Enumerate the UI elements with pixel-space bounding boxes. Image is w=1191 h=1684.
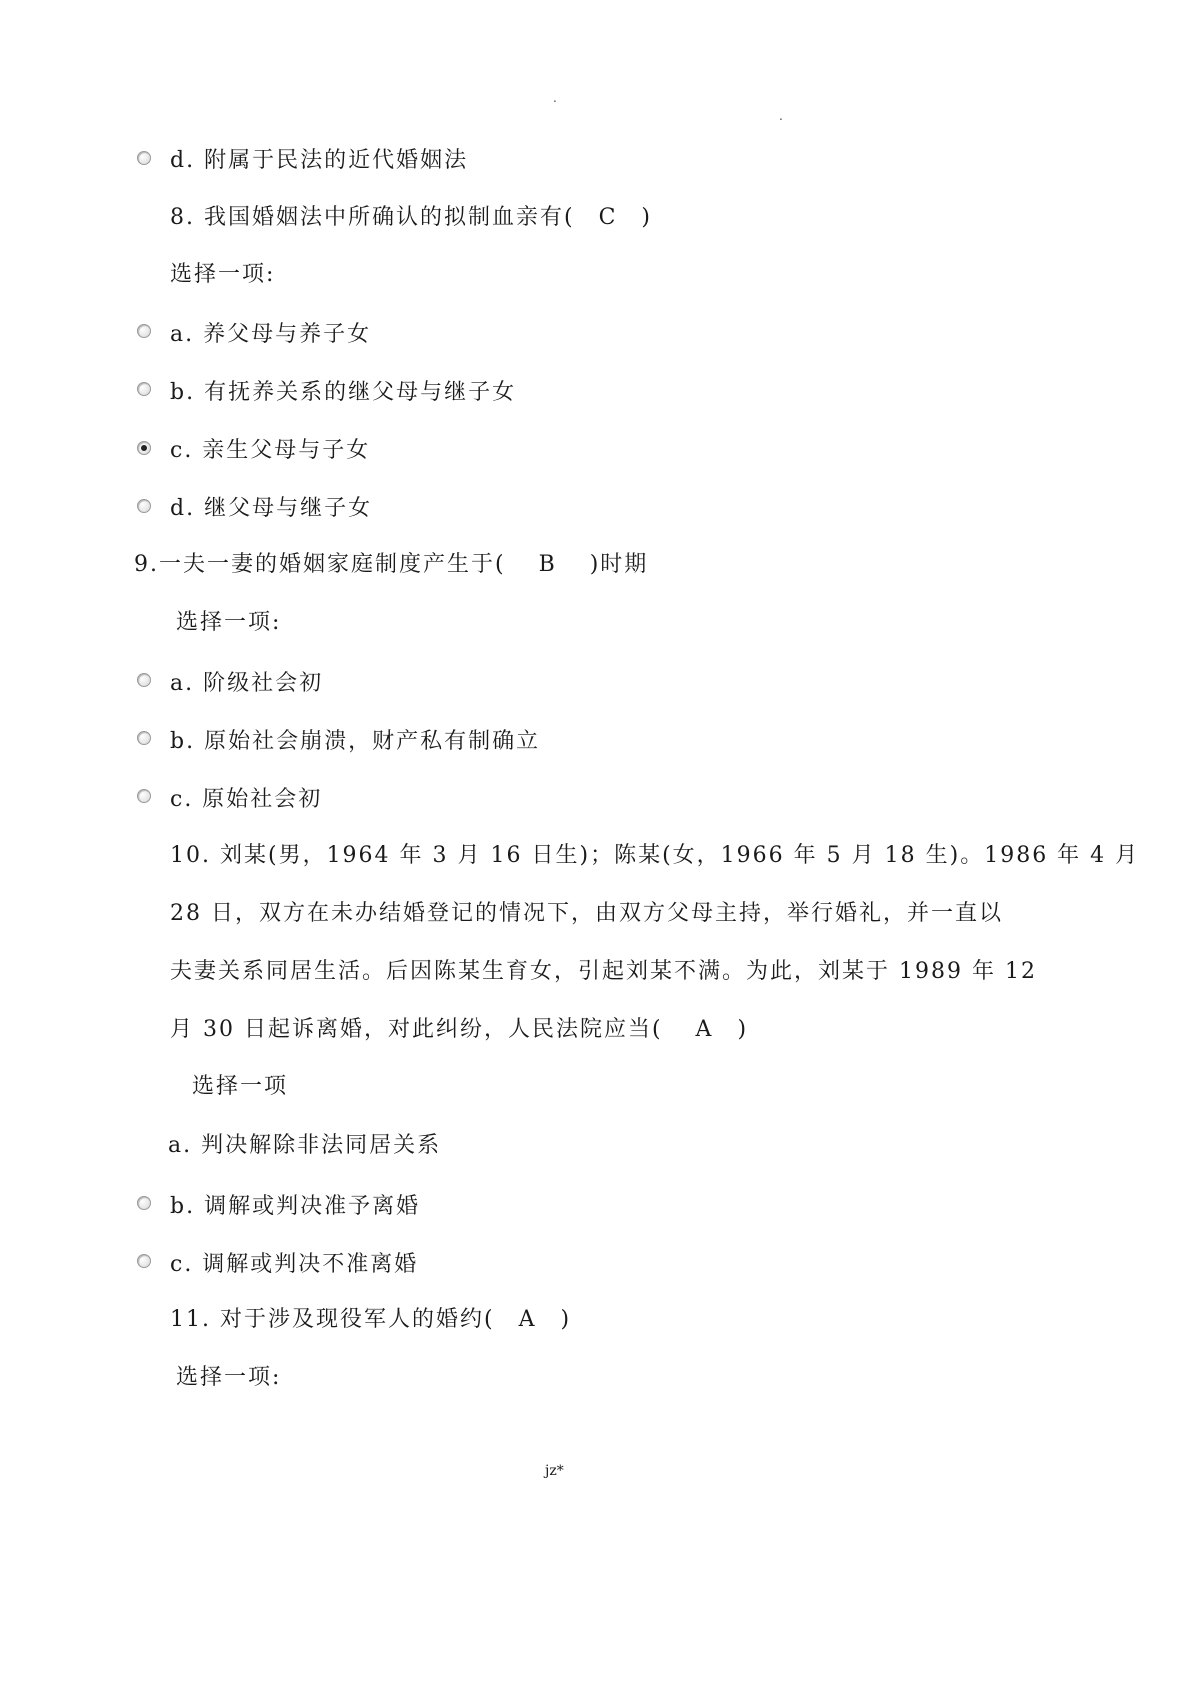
option-q8-a: a. 养父母与养子女 xyxy=(170,322,372,347)
question-10-line-4: 月 30 日起诉离婚，对此纠纷，人民法院应当( A ) xyxy=(170,1017,749,1042)
option-q8-b: b. 有抚养关系的继父母与继子女 xyxy=(170,380,517,405)
header-dot-right: . xyxy=(779,109,783,123)
radio-q9-option-a[interactable] xyxy=(137,673,151,687)
option-q9-b: b. 原始社会崩溃，财产私有制确立 xyxy=(170,729,541,754)
radio-q9-option-c[interactable] xyxy=(137,789,151,803)
header-dot-left: . xyxy=(553,91,557,105)
option-q9-a: a. 阶级社会初 xyxy=(170,671,324,696)
question-9-prompt: 选择一项: xyxy=(176,610,282,635)
option-q10-c: c. 调解或判决不准离婚 xyxy=(170,1252,419,1277)
question-11: 11. 对于涉及现役军人的婚约( A ) xyxy=(170,1307,572,1332)
question-11-prompt: 选择一项: xyxy=(176,1365,282,1390)
option-q10-a: a. 判决解除非法同居关系 xyxy=(168,1133,442,1158)
question-10-line-2: 28 日，双方在未办结婚登记的情况下，由双方父母主持，举行婚礼，并一直以 xyxy=(170,901,1003,926)
question-9: 9.一夫一妻的婚姻家庭制度产生于( B )时期 xyxy=(134,552,649,577)
option-q8-c: c. 亲生父母与子女 xyxy=(170,438,371,463)
option-q9-c: c. 原始社会初 xyxy=(170,787,323,812)
radio-q10-option-c[interactable] xyxy=(137,1254,151,1268)
question-10-line-3: 夫妻关系同居生活。后因陈某生育女，引起刘某不满。为此，刘某于 1989 年 12 xyxy=(170,959,1037,984)
radio-q7-option-d[interactable] xyxy=(137,151,151,165)
radio-q8-option-c[interactable] xyxy=(137,441,151,455)
radio-q9-option-b[interactable] xyxy=(137,731,151,745)
radio-q8-option-a[interactable] xyxy=(137,324,151,338)
page-footer: jz* xyxy=(545,1463,564,1479)
question-8: 8. 我国婚姻法中所确认的拟制血亲有( C ) xyxy=(170,205,652,230)
question-8-prompt: 选择一项: xyxy=(170,262,276,287)
option-q7-d: d. 附属于民法的近代婚姻法 xyxy=(170,148,469,173)
option-q10-b: b. 调解或判决准予离婚 xyxy=(170,1194,421,1219)
option-q8-d: d. 继父母与继子女 xyxy=(170,496,373,521)
radio-q8-option-d[interactable] xyxy=(137,499,151,513)
question-10-line-1: 10. 刘某(男，1964 年 3 月 16 日生)；陈某(女，1966 年 5 月 18 生)。1986 年 4 月 xyxy=(170,843,1140,868)
radio-q8-option-b[interactable] xyxy=(137,382,151,396)
question-10-prompt: 选择一项 xyxy=(192,1074,289,1099)
radio-q10-option-b[interactable] xyxy=(137,1196,151,1210)
